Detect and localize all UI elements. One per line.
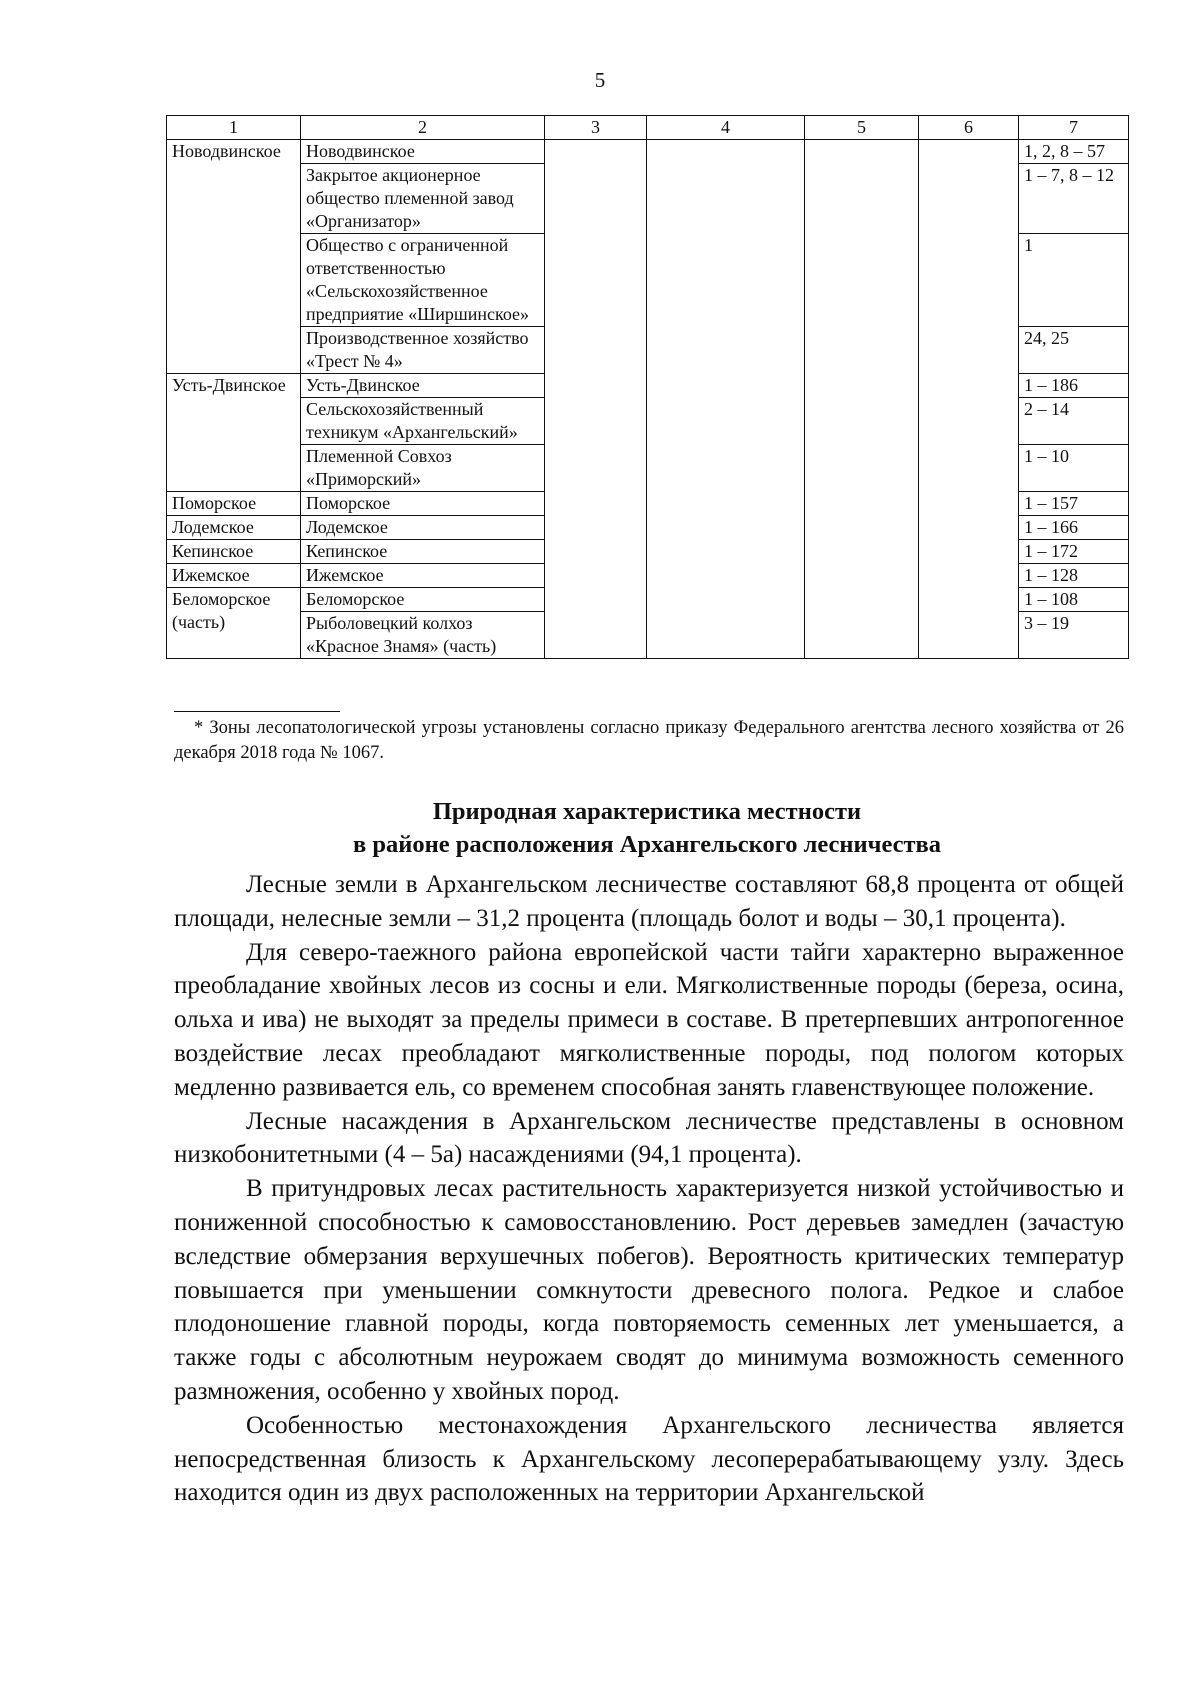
district-cell: Лодемское — [167, 516, 301, 540]
paragraph: В притундровых лесах растительность характеризуется низкой устойчивостью и пониженной способностью к самовосстановлению. Рост деревьев замедлен (зачастую вследствие обмерзания верхушечных побегов). Вероятность критических температур повышается при уменьшении сомкнутости древесного полога. Редкое и слабое плодоношение главной породы, когда повторяемость семенных лет уменьшается, а также годы с абсолютным неурожаем сводят до минимума возможность семенного размножения, особенно у хвойных пород. — [174, 1175, 1124, 1405]
quarters-cell: 1 – 108 — [1019, 588, 1129, 612]
owner-cell: Кепинское — [301, 540, 545, 564]
column-header: 1 — [167, 116, 301, 140]
section-title — [166, 795, 1128, 861]
quarters-cell: 1 – 7, 8 – 12 — [1019, 164, 1129, 234]
owner-cell: Лодемское — [301, 516, 545, 540]
quarters-cell: 1 – 128 — [1019, 564, 1129, 588]
section-title-line-2: в районе расположения Архангельского лесничества — [352, 831, 942, 858]
quarters-cell: 1 – 172 — [1019, 540, 1129, 564]
column-header: 3 — [545, 116, 647, 140]
quarters-cell: 1 — [1019, 234, 1129, 327]
quarters-cell: 1 – 166 — [1019, 516, 1129, 540]
district-cell: Новодвинское — [167, 140, 301, 374]
owner-cell: Новодвинское — [301, 140, 545, 164]
footnote — [174, 716, 1124, 766]
column-header: 6 — [919, 116, 1019, 140]
quarters-cell: 2 – 14 — [1019, 398, 1129, 445]
empty-cell — [805, 140, 919, 659]
quarters-cell: 1 – 10 — [1019, 445, 1129, 492]
column-header: 5 — [805, 116, 919, 140]
column-header: 4 — [647, 116, 805, 140]
district-cell: Усть-Двинское — [167, 374, 301, 492]
owner-cell: Племенной Совхоз «Приморский» — [301, 445, 545, 492]
owner-cell: Закрытое акционерное общество племенной завод «Организатор» — [301, 164, 545, 234]
district-cell: Ижемское — [167, 564, 301, 588]
quarters-cell: 1, 2, 8 – 57 — [1019, 140, 1129, 164]
table-row — [167, 140, 1129, 164]
paragraph: Для северо-таежного района европейской части тайги характерно выраженное преобладание хвойных лесов из сосны и ели. Мягколиственные породы (береза, осина, ольха и ива) не выходят за пределы примеси в составе. В претерпевших антропогенное воздействие лесах преобладают мягколиственные породы, под пологом которых медленно развивается ель, со временем способная занять главенствующее положение. — [174, 938, 1124, 1101]
owner-cell: Беломорское — [301, 588, 545, 612]
column-header: 2 — [301, 116, 545, 140]
empty-cell — [919, 140, 1019, 659]
quarters-cell: 1 – 157 — [1019, 492, 1129, 516]
column-header: 7 — [1019, 116, 1129, 140]
owner-cell: Рыболовецкий колхоз «Красное Знамя» (часть) — [301, 612, 545, 659]
district-cell: Кепинское — [167, 540, 301, 564]
owner-cell: Усть-Двинское — [301, 374, 545, 398]
quarters-cell: 1 – 186 — [1019, 374, 1129, 398]
table-header-row — [167, 116, 1129, 140]
owner-cell: Поморское — [301, 492, 545, 516]
quarters-cell: 3 – 19 — [1019, 612, 1129, 659]
body-text — [174, 868, 1124, 1510]
owner-cell: Ижемское — [301, 564, 545, 588]
footnote-divider — [174, 711, 340, 712]
owner-cell: Сельскохозяйственный техникум «Архангельский» — [301, 398, 545, 445]
empty-cell — [545, 140, 647, 659]
page-number: 5 — [594, 68, 606, 92]
paragraph: Особенностью местонахождения Архангельского лесничества является непосредственная близость к Архангельскому лесоперерабатывающему узлу. Здесь находится один из двух расположенных на территории Архангельской — [174, 1411, 1124, 1507]
quarters-cell: 24, 25 — [1019, 327, 1129, 374]
paragraph: Лесные насаждения в Архангельском лесничестве представлены в основном низкобонитетными (4 – 5а) насаждениями (94,1 процента). — [174, 1107, 1124, 1169]
empty-cell — [647, 140, 805, 659]
paragraph: Лесные земли в Архангельском лесничестве составляют 68,8 процента от общей площади, нелесные земли – 31,2 процента (площадь болот и воды – 30,1 процента). — [174, 871, 1124, 932]
forest-districts-table — [166, 115, 1129, 659]
owner-cell: Производственное хозяйство «Трест № 4» — [301, 327, 545, 374]
section-title-line-1: Природная характеристика местности — [432, 798, 862, 825]
footnote-text: * Зоны лесопатологической угрозы установлены согласно приказу Федерального агентства лесного хозяйства от 26 декабря 2018 года № 1067. — [174, 718, 1124, 763]
district-cell: Поморское — [167, 492, 301, 516]
district-cell: Беломорское (часть) — [167, 588, 301, 659]
owner-cell: Общество с ограниченной ответственностью «Сельскохозяйственное предприятие «Ширшинское» — [301, 234, 545, 327]
